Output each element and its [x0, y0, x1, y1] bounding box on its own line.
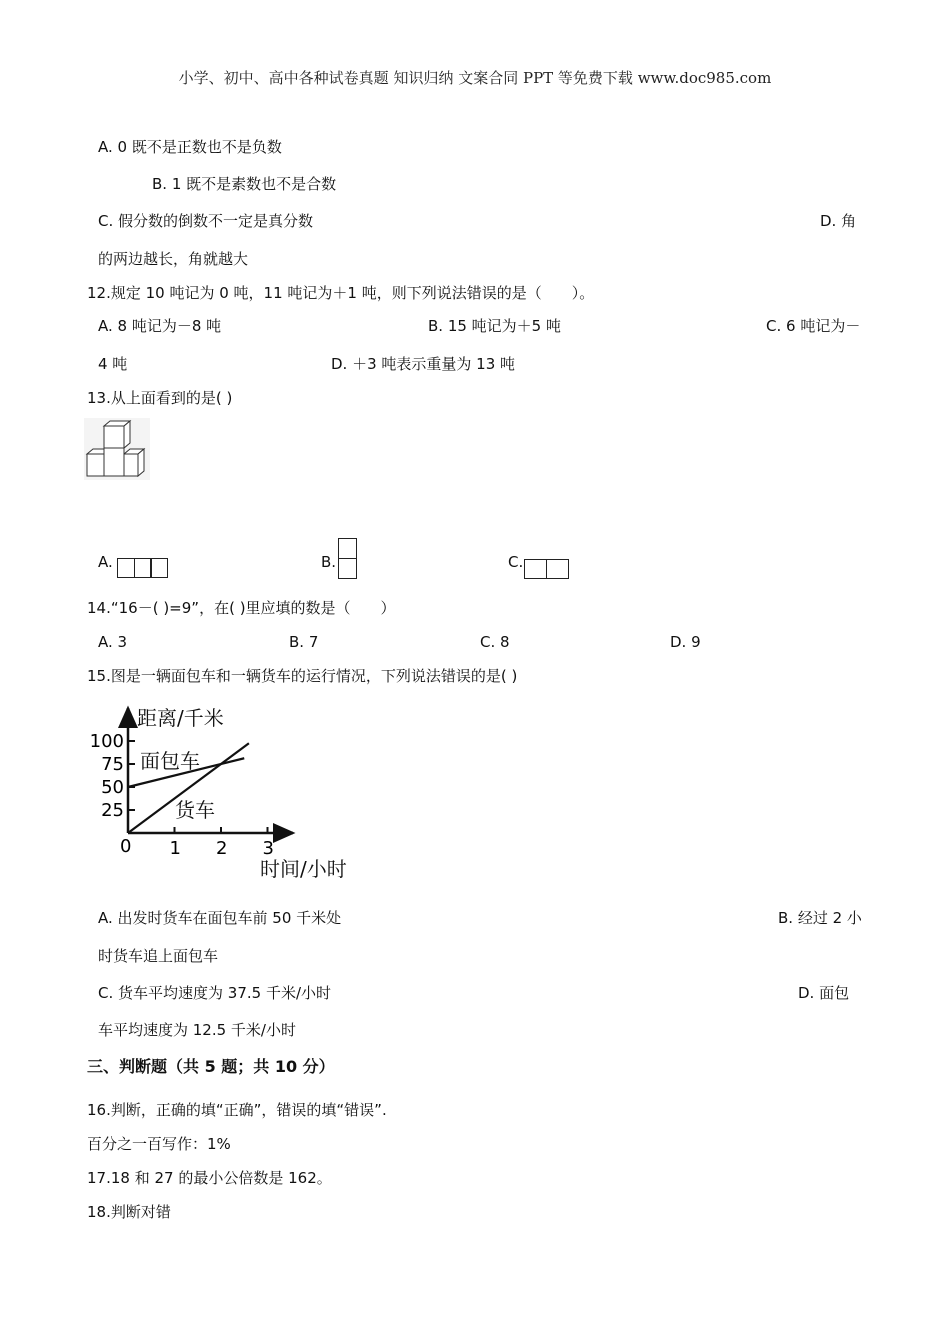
- q16-stem: 16.判断，正确的填“正确”，错误的填“错误”.: [87, 1101, 387, 1119]
- q15-option-d-start: D. 面包: [798, 984, 850, 1002]
- q14-option-c: C. 8: [480, 633, 510, 651]
- q13-option-c-label: C.: [508, 553, 524, 571]
- q11-option-d-start: D. 角: [820, 212, 857, 230]
- q13-option-a-figure: [117, 558, 168, 578]
- q12-option-a: A. 8 吨记为－8 吨: [98, 317, 222, 335]
- q13-option-c-figure: [524, 559, 569, 579]
- series-label-van: 面包车: [140, 749, 200, 773]
- q14-option-a: A. 3: [98, 633, 128, 651]
- series-label-truck: 货车: [175, 798, 215, 822]
- q16-statement: 百分之一百写作：1%: [87, 1135, 231, 1153]
- q15-stem: 15.图是一辆面包车和一辆货车的运行情况，下列说法错误的是( ): [87, 667, 518, 685]
- q17-stem: 17.18 和 27 的最小公倍数是 162。: [87, 1169, 332, 1187]
- q18-stem: 18.判断对错: [87, 1203, 171, 1221]
- cube-stack-figure: [84, 418, 150, 480]
- q11-option-c: C. 假分数的倒数不一定是真分数: [98, 212, 314, 230]
- x-tick-label: 2: [216, 838, 228, 859]
- page-header: 小学、初中、高中各种试卷真题 知识归纳 文案合同 PPT 等免费下载 www.doc985.com: [178, 69, 772, 87]
- q12-option-c-start: C. 6 吨记为－: [766, 317, 861, 335]
- q12-option-c-end: 4 吨: [98, 355, 128, 373]
- q11-option-b: B. 1 既不是素数也不是合数: [152, 175, 337, 193]
- q12-option-b: B. 15 吨记为＋5 吨: [428, 317, 561, 335]
- y-axis-label: 距离/千米: [137, 706, 224, 730]
- q11-option-a: A. 0 既不是正数也不是负数: [98, 138, 282, 156]
- section-title: 三、判断题（共 5 题；共 10 分）: [87, 1057, 335, 1076]
- q13-option-b-label: B.: [321, 553, 337, 571]
- q14-option-d: D. 9: [670, 633, 701, 651]
- x-tick-label: 3: [262, 838, 274, 859]
- y-tick-label: 50: [101, 777, 124, 798]
- q11-option-d-end: 的两边越长，角就越大: [98, 250, 249, 268]
- y-tick-label: 75: [101, 754, 124, 775]
- q15-option-b-end: 时货车追上面包车: [98, 947, 219, 965]
- y-tick-label: 25: [101, 800, 124, 821]
- q13-stem: 13.从上面看到的是( ): [87, 389, 233, 407]
- x-tick-label: 0: [120, 836, 132, 857]
- q15-option-b-start: B. 经过 2 小: [778, 909, 862, 927]
- q15-option-d-end: 车平均速度为 12.5 千米/小时: [98, 1021, 296, 1039]
- q14-option-b: B. 7: [289, 633, 319, 651]
- q13-option-b-figure: [338, 538, 357, 579]
- q12-option-d: D. ＋3 吨表示重量为 13 吨: [331, 355, 516, 373]
- distance-time-chart: [85, 700, 375, 890]
- y-tick-label: 100: [89, 731, 124, 752]
- q12-stem: 12.规定 10 吨记为 0 吨，11 吨记为＋1 吨，则下列说法错误的是（ ）。: [87, 284, 595, 302]
- q15-option-c: C. 货车平均速度为 37.5 千米/小时: [98, 984, 331, 1002]
- q13-option-a-label: A.: [98, 553, 113, 571]
- x-tick-label: 1: [169, 838, 181, 859]
- q15-option-a: A. 出发时货车在面包车前 50 千米处: [98, 909, 342, 927]
- x-axis-label: 时间/小时: [260, 857, 347, 881]
- q14-stem: 14.“16－( )=9”，在( )里应填的数是（ ）: [87, 599, 396, 617]
